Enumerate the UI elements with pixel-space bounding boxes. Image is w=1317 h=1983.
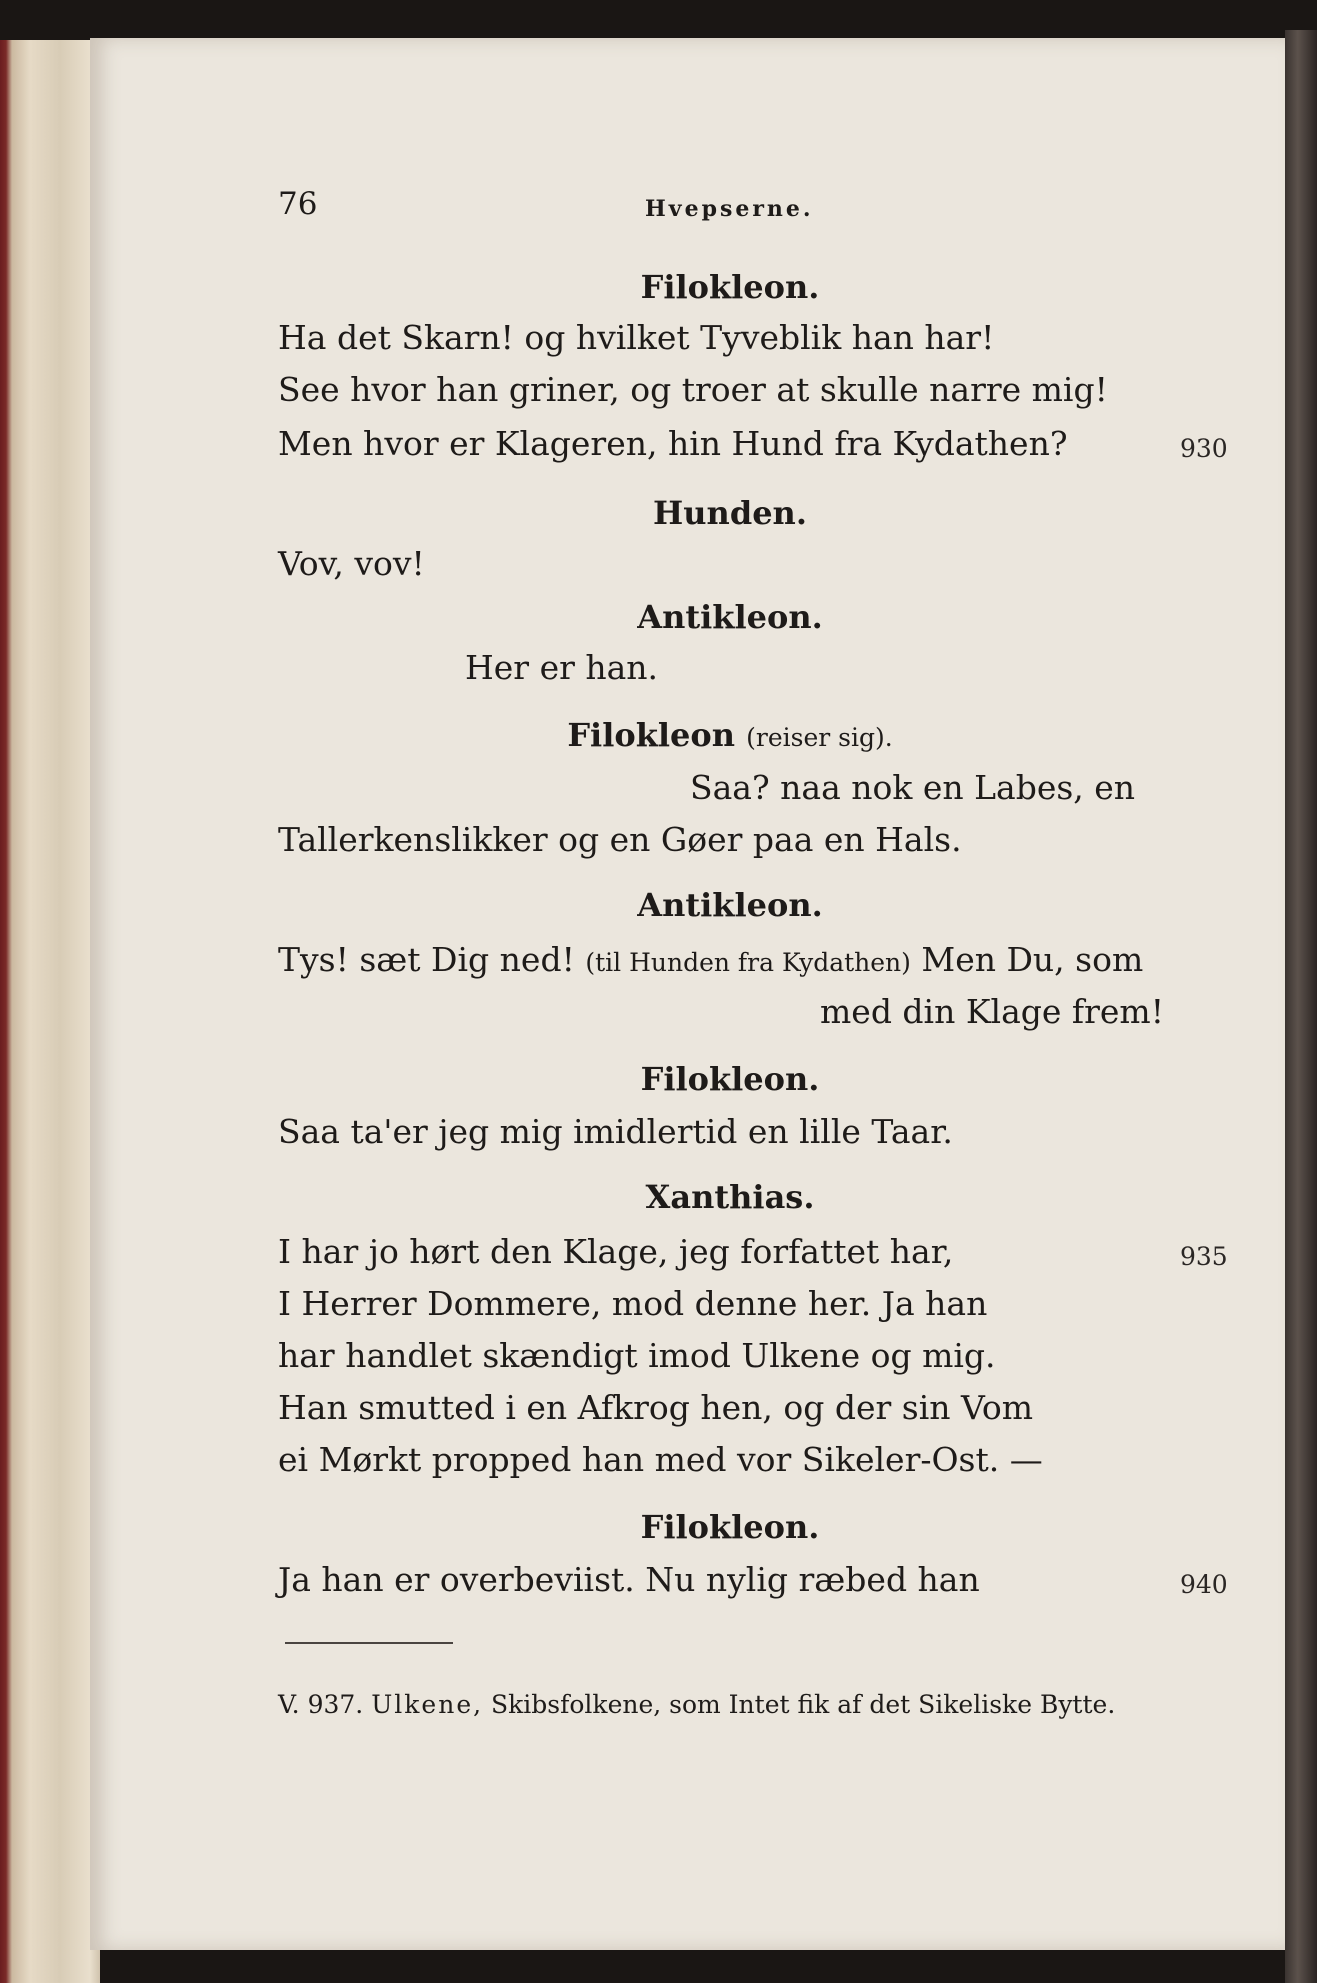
footnote-text: Skibsfolkene, som Intet fik af det Sikeliske Bytte. bbox=[491, 1690, 1116, 1719]
verse-line: See hvor han griner, og troer at skulle narre mig! bbox=[278, 370, 1108, 409]
footnote-divider bbox=[285, 1642, 453, 1644]
verse-line: Ja han er overbeviist. Nu nylig ræbed han bbox=[278, 1560, 980, 1599]
book-right-edge bbox=[1285, 30, 1317, 1983]
verse-line: har handlet skændigt imod Ulkene og mig. bbox=[278, 1336, 996, 1375]
footnote-ref: V. 937. bbox=[278, 1690, 364, 1719]
verse-text: Tys! sæt Dig ned! bbox=[278, 940, 575, 979]
verse-line: med din Klage frem! bbox=[820, 992, 1164, 1031]
book-page-edges bbox=[0, 40, 100, 1983]
verse-line: ei Mørkt propped han med vor Sikeler-Ost. — bbox=[278, 1440, 1043, 1479]
speaker-label: Filokleon. bbox=[640, 1060, 820, 1098]
verse-line bbox=[278, 940, 1143, 979]
footnote-term: Ulkene, bbox=[371, 1690, 484, 1719]
line-number: 940 bbox=[1180, 1570, 1228, 1599]
verse-line: Vov, vov! bbox=[278, 544, 425, 583]
stage-direction: (til Hunden fra Kydathen) bbox=[585, 948, 911, 977]
verse-line: I Herrer Dommere, mod denne her. Ja han bbox=[278, 1284, 988, 1323]
verse-line: Men hvor er Klageren, hin Hund fra Kydathen? bbox=[278, 424, 1068, 463]
footnote bbox=[278, 1690, 1115, 1719]
stage-direction: (reiser sig). bbox=[746, 723, 893, 752]
verse-line: Saa ta'er jeg mig imidlertid en lille Taar. bbox=[278, 1112, 953, 1151]
verse-text: Men Du, som bbox=[921, 940, 1144, 979]
speaker-label: Filokleon. bbox=[640, 1508, 820, 1546]
verse-line: Saa? naa nok en Labes, en bbox=[690, 768, 1136, 807]
verse-line: Han smutted i en Afkrog hen, og der sin Vom bbox=[278, 1388, 1033, 1427]
line-number: 930 bbox=[1180, 434, 1228, 463]
running-head: Hvepserne. bbox=[645, 196, 814, 222]
speaker-label: Antikleon. bbox=[637, 598, 823, 636]
verse-line: Her er han. bbox=[465, 648, 659, 687]
speaker-label: Hunden. bbox=[653, 494, 807, 532]
speaker-name: Filokleon bbox=[567, 716, 735, 754]
speaker-label: Filokleon. bbox=[640, 268, 820, 306]
verse-line: Tallerkenslikker og en Gøer paa en Hals. bbox=[278, 820, 962, 859]
verse-line: I har jo hørt den Klage, jeg forfattet har, bbox=[278, 1232, 954, 1271]
speaker-label bbox=[430, 716, 1030, 754]
speaker-label: Antikleon. bbox=[637, 886, 823, 924]
speaker-label: Xanthias. bbox=[645, 1178, 815, 1216]
verse-line: Ha det Skarn! og hvilket Tyveblik han har! bbox=[278, 318, 995, 357]
line-number: 935 bbox=[1180, 1242, 1228, 1271]
page-number: 76 bbox=[278, 186, 318, 222]
